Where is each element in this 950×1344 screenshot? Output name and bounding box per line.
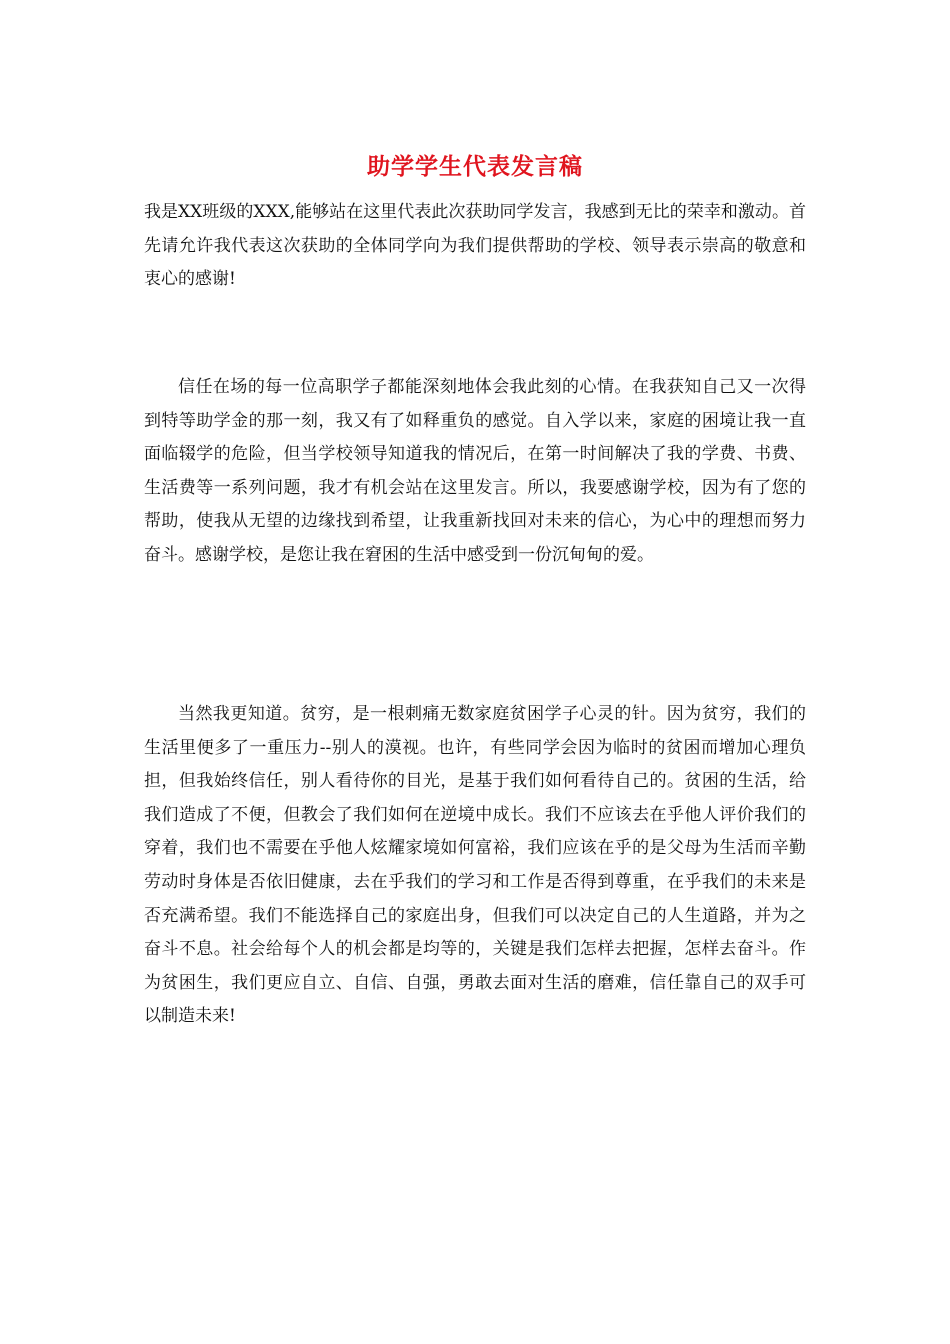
paragraph-poverty: 当然我更知道。贫穷，是一根刺痛无数家庭贫困学子心灵的针。因为贫穷，我们的生活里便多了一重压力--别人的漠视。也许，有些同学会因为临时的贫困而增加心理负担，但我始终信任，别人看待你的目光，是基于我们如何看待自己的。贫困的生活，给我们造成了不便，但教会了我们如何在逆境中成长。我们不应该去在乎他人评价我们的穿着，我们也不需要在乎他人炫耀家境如何富裕，我们应该在乎的是父母为生活而辛勤劳动时身体是否依旧健康，去在乎我们的学习和工作是否得到尊重，在乎我们的未来是否充满希望。我们不能选择自己的家庭出身，但我们可以决定自己的人生道路，并为之奋斗不息。社会给每个人的机会都是均等的，关键是我们怎样去把握，怎样去奋斗。作为贫困生，我们更应自立、自信、自强，勇敢去面对生活的磨难，信任靠自己的双手可以制造未来! [144,704,806,1027]
paragraph-opening: 我是XX班级的XXX,能够站在这里代表此次获助同学发言，我感到无比的荣幸和激动。首先请允许我代表这次获助的全体同学向为我们提供帮助的学校、领导表示崇高的敬意和衷心的感谢! [144,202,806,290]
document-title: 助学学生代表发言稿 [367,153,583,180]
paragraph-gratitude: 信任在场的每一位高职学子都能深刻地体会我此刻的心情。在我获知自己又一次得到特等助学金的那一刻，我又有了如释重负的感觉。自入学以来，家庭的困境让我一直面临辍学的危险，但当学校领导知道我的情况后，在第一时间解决了我的学费、书费、生活费等一系列问题，我才有机会站在这里发言。所以，我要感谢学校，因为有了您的帮助，使我从无望的边缘找到希望，让我重新找回对未来的信心，为心中的理想而努力奋斗。感谢学校，是您让我在窘困的生活中感受到一份沉甸甸的爱。 [144,377,806,565]
